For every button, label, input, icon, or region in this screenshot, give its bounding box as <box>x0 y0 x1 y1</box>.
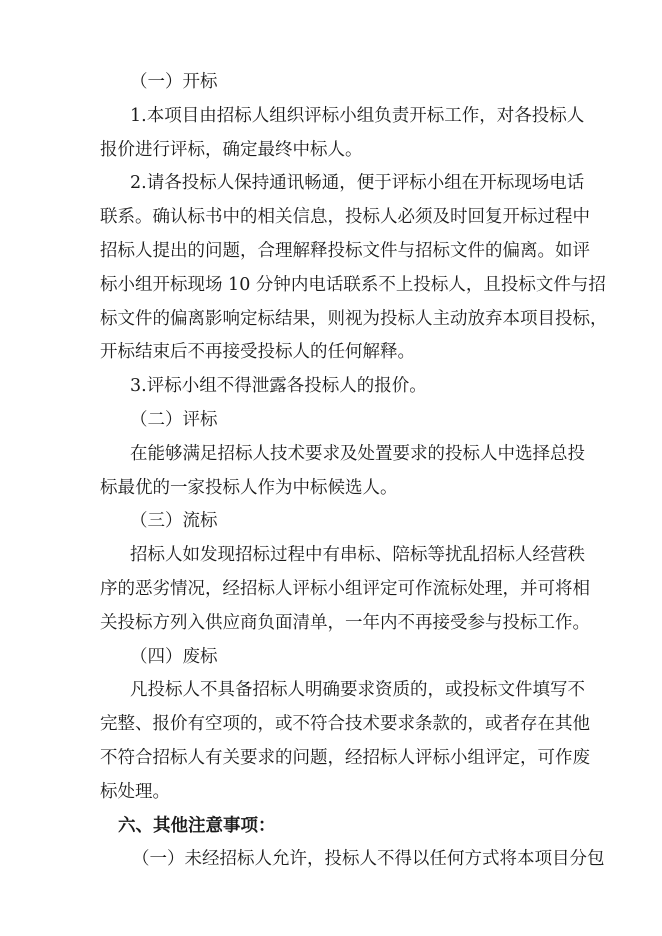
paragraph-line: 不符合招标人有关要求的问题，经招标人评标小组评定，可作废 <box>100 747 590 768</box>
paragraph-line: 报价进行评标，确定最终中标人。 <box>100 139 363 160</box>
paragraph-line: 标文件的偏离影响定标结果，则视为投标人主动放弃本项目投标， <box>100 308 608 329</box>
paragraph-line: 关投标方列入供应商负面清单，一年内不再接受参与投标工作。 <box>100 612 590 633</box>
section-heading-failed-bid: （三）流标 <box>130 511 218 532</box>
paragraph-line: 序的恶劣情况，经招标人评标小组评定可作流标处理，并可将相 <box>100 578 590 599</box>
paragraph-line: 开标结束后不再接受投标人的任何解释。 <box>100 342 415 363</box>
paragraph-line: 招标人如发现招标过程中有串标、陪标等扰乱招标人经营秩 <box>130 545 585 566</box>
paragraph-line: 2.请各投标人保持通讯畅通，便于评标小组在开标现场电话 <box>130 173 585 194</box>
paragraph-line: 凡投标人不具备招标人明确要求资质的，或投标文件填写不 <box>130 680 585 701</box>
section-heading-other-notes: 六、其他注意事项： <box>118 815 276 836</box>
paragraph-line: 1.本项目由招标人组织评标小组负责开标工作，对各投标人 <box>130 105 585 126</box>
paragraph-line: （一）未经招标人允许，投标人不得以任何方式将本项目分包 <box>132 849 605 870</box>
paragraph-line: 3.评标小组不得泄露各投标人的报价。 <box>130 376 427 397</box>
paragraph-line: 在能够满足招标人技术要求及处置要求的投标人中选择总投 <box>130 443 585 464</box>
paragraph-line: 完整、报价有空项的，或不符合技术要求条款的，或者存在其他 <box>100 714 590 735</box>
paragraph-line: 标小组开标现场 10 分钟内电话联系不上投标人，且投标文件与招 <box>100 274 606 295</box>
section-heading-evaluation: （二）评标 <box>130 409 218 430</box>
document-page <box>0 66 662 877</box>
section-heading-opening: （一）开标 <box>130 72 218 92</box>
paragraph-line: 联系。确认标书中的相关信息，投标人必须及时回复开标过程中 <box>100 207 590 228</box>
paragraph-line: 标最优的一家投标人作为中标候选人。 <box>100 477 398 498</box>
paragraph-line: 标处理。 <box>100 781 170 802</box>
paragraph-line: 招标人提出的问题，合理解释投标文件与招标文件的偏离。如评 <box>100 240 590 261</box>
section-heading-invalid-bid: （四）废标 <box>130 646 218 667</box>
